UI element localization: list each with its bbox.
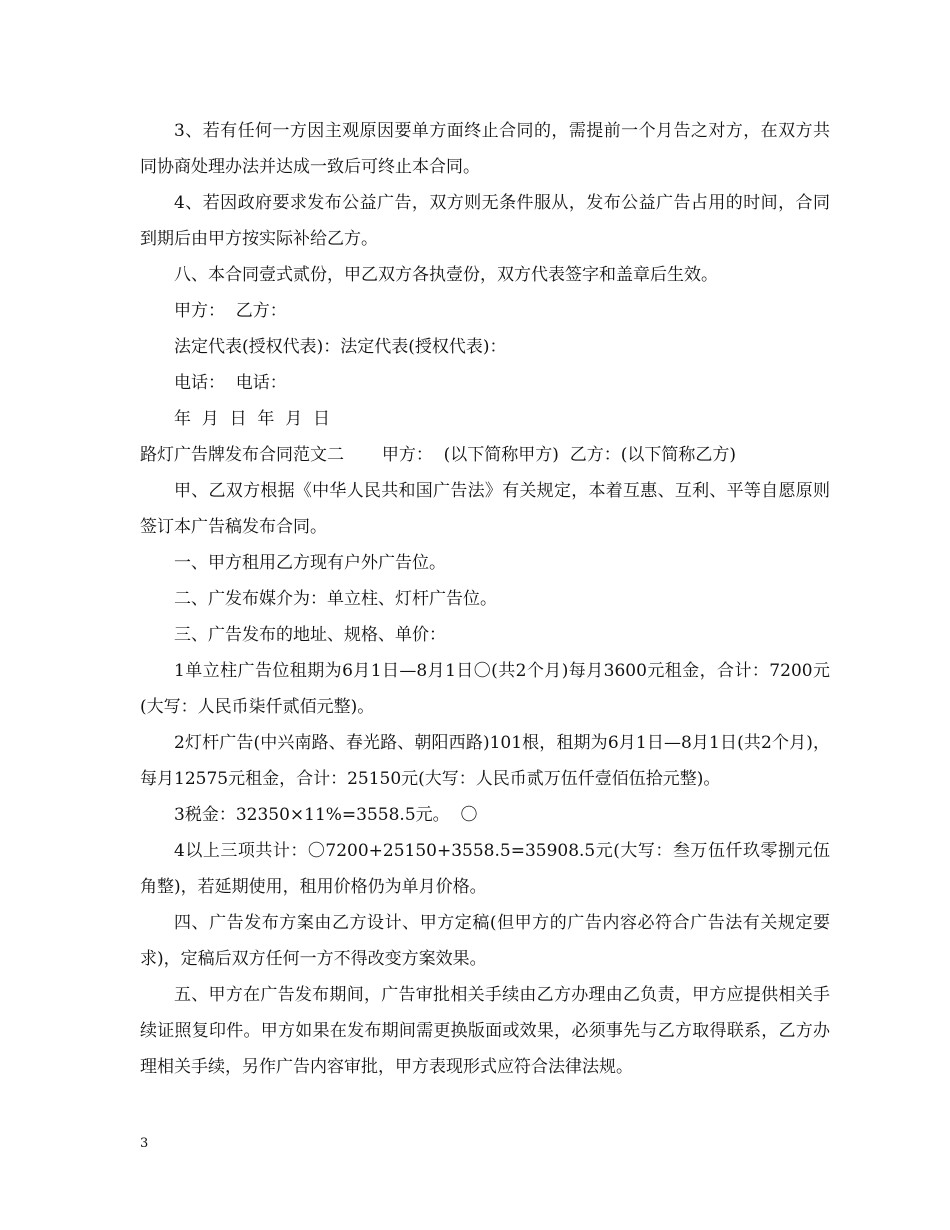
signature-parties: 甲方： 乙方： — [174, 301, 287, 321]
clause-three-item-2: 2灯杆广告(中兴南路、春光路、朝阳西路)101根，租期为6月1日—8月1日(共2个月)，每月12575元租金，合计：25150元(大写：人民币贰万伍仟壹佰伍拾元整)。 — [140, 733, 830, 789]
paragraph-public-ads: 4、若因政府要求发布公益广告，双方则无条件服从，发布公益广告占用的时间，合同到期后由甲方按实际补给乙方。 — [140, 193, 830, 249]
clause-three-item-3: 3税金：32350×11%=3558.5元。 〇 — [174, 805, 478, 825]
clause-two: 二、广发布媒介为：单立柱、灯杆广告位。 — [174, 589, 497, 609]
paragraph-copies: 八、本合同壹式贰份，甲乙双方各执壹份，双方代表签字和盖章后生效。 — [174, 265, 718, 285]
paragraph-preamble: 甲、乙双方根据《中华人民共和国广告法》有关规定，本着互惠、互利、平等自愿原则签订本广告稿发布合同。 — [140, 481, 830, 537]
clause-three-item-1: 1单立柱广告位租期为6月1日—8月1日〇(共2个月)每月3600元租金，合计：7200元(大写：人民币柒仟贰佰元整)。 — [140, 661, 830, 717]
clause-four: 四、广告发布方案由乙方设计、甲方定稿(但甲方的广告内容必符合广告法有关规定要求)，定稿后双方任何一方不得改变方案效果。 — [140, 913, 830, 969]
signature-representatives: 法定代表(授权代表)：法定代表(授权代表)： — [174, 337, 507, 357]
paragraph-termination: 3、若有任何一方因主观原因要单方面终止合同的，需提前一个月告之对方，在双方共同协商处理办法并达成一致后可终止本合同。 — [140, 121, 830, 177]
clause-three-item-4: 4以上三项共计：〇7200+25150+3558.5=35908.5元(大写：叁万伍仟玖零捌元伍角整)，若延期使用，租用价格仍为单月价格。 — [140, 841, 830, 897]
signature-phones: 电话： 电话： — [174, 373, 287, 393]
page-number: 3 — [140, 1136, 149, 1151]
signature-dates: 年 月 日 年 月 日 — [174, 409, 331, 429]
contract-two-heading: 路灯广告牌发布合同范文二 甲方： (以下简称甲方) 乙方：(以下简称乙方) — [140, 445, 736, 465]
clause-one: 一、甲方租用乙方现有户外广告位。 — [174, 553, 446, 573]
clause-five: 五、甲方在广告发布期间，广告审批相关手续由乙方办理由乙负责，甲方应提供相关手续证照复印件。甲方如果在发布期间需更换版面或效果，必须事先与乙方取得联系，乙方办理相关手续，另作广告内容审批，甲方表现形式应符合法律法规。 — [140, 985, 830, 1077]
clause-three: 三、广告发布的地址、规格、单价： — [174, 625, 446, 645]
document-body — [140, 113, 830, 1085]
